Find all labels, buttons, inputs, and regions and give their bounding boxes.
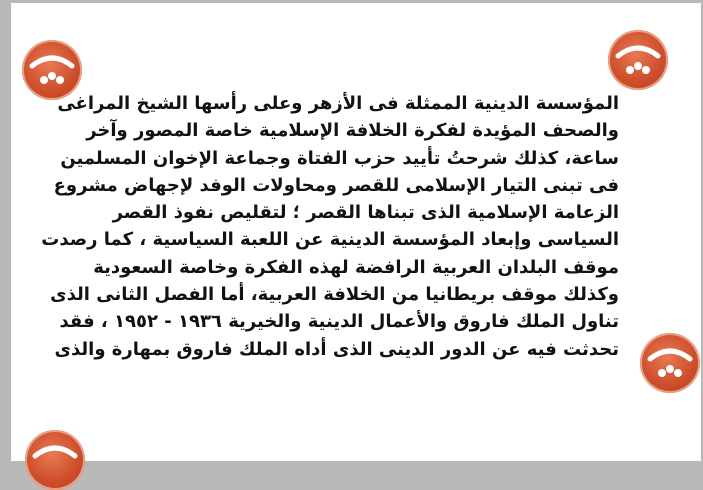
text-line: تناول الملك فاروق والأعمال الدينية والخيرية ١٩٣٦ - ١٩٥٢ ، فقد [59,311,619,333]
text-line: وكذلك موقف بريطانيا من الخلافة العربية، أما الفصل الثانى الذى [50,284,619,306]
text-line: السياسى وإبعاد المؤسسة الدينية عن اللعبة السياسية ، كما رصدت [41,229,619,251]
text-line: موقف البلدان العربية الرافضة لهذه الفكرة وخاصة السعودية [93,256,619,278]
history-seal-logo [25,430,85,490]
text-line: الزعامة الإسلامية الذى تبناها القصر ؛ لتقليص نفوذ القصر [112,202,619,224]
article-body [41,90,619,363]
text-line: ساعة، كذلك شرحتُ تأييد حزب الفتاة وجماعة الإخوان المسلمين [60,147,619,169]
text-line: فى تبنى التيار الإسلامى للقصر ومحاولات الوفد لإجهاض مشروع [53,174,619,196]
history-seal-logo [608,30,668,90]
text-line: المؤسسة الدينية الممثلة فى الأزهر وعلى رأسها الشيخ المراغى [57,93,619,114]
text-line: تحدثت فيه عن الدور الدينى الذى أداه الملك فاروق بمهارة والذى [54,338,619,360]
text-line: والصحف المؤيدة لفكرة الخلافة الإسلامية خاصة المصور وآخر [86,120,619,142]
history-seal-logo [640,333,700,393]
